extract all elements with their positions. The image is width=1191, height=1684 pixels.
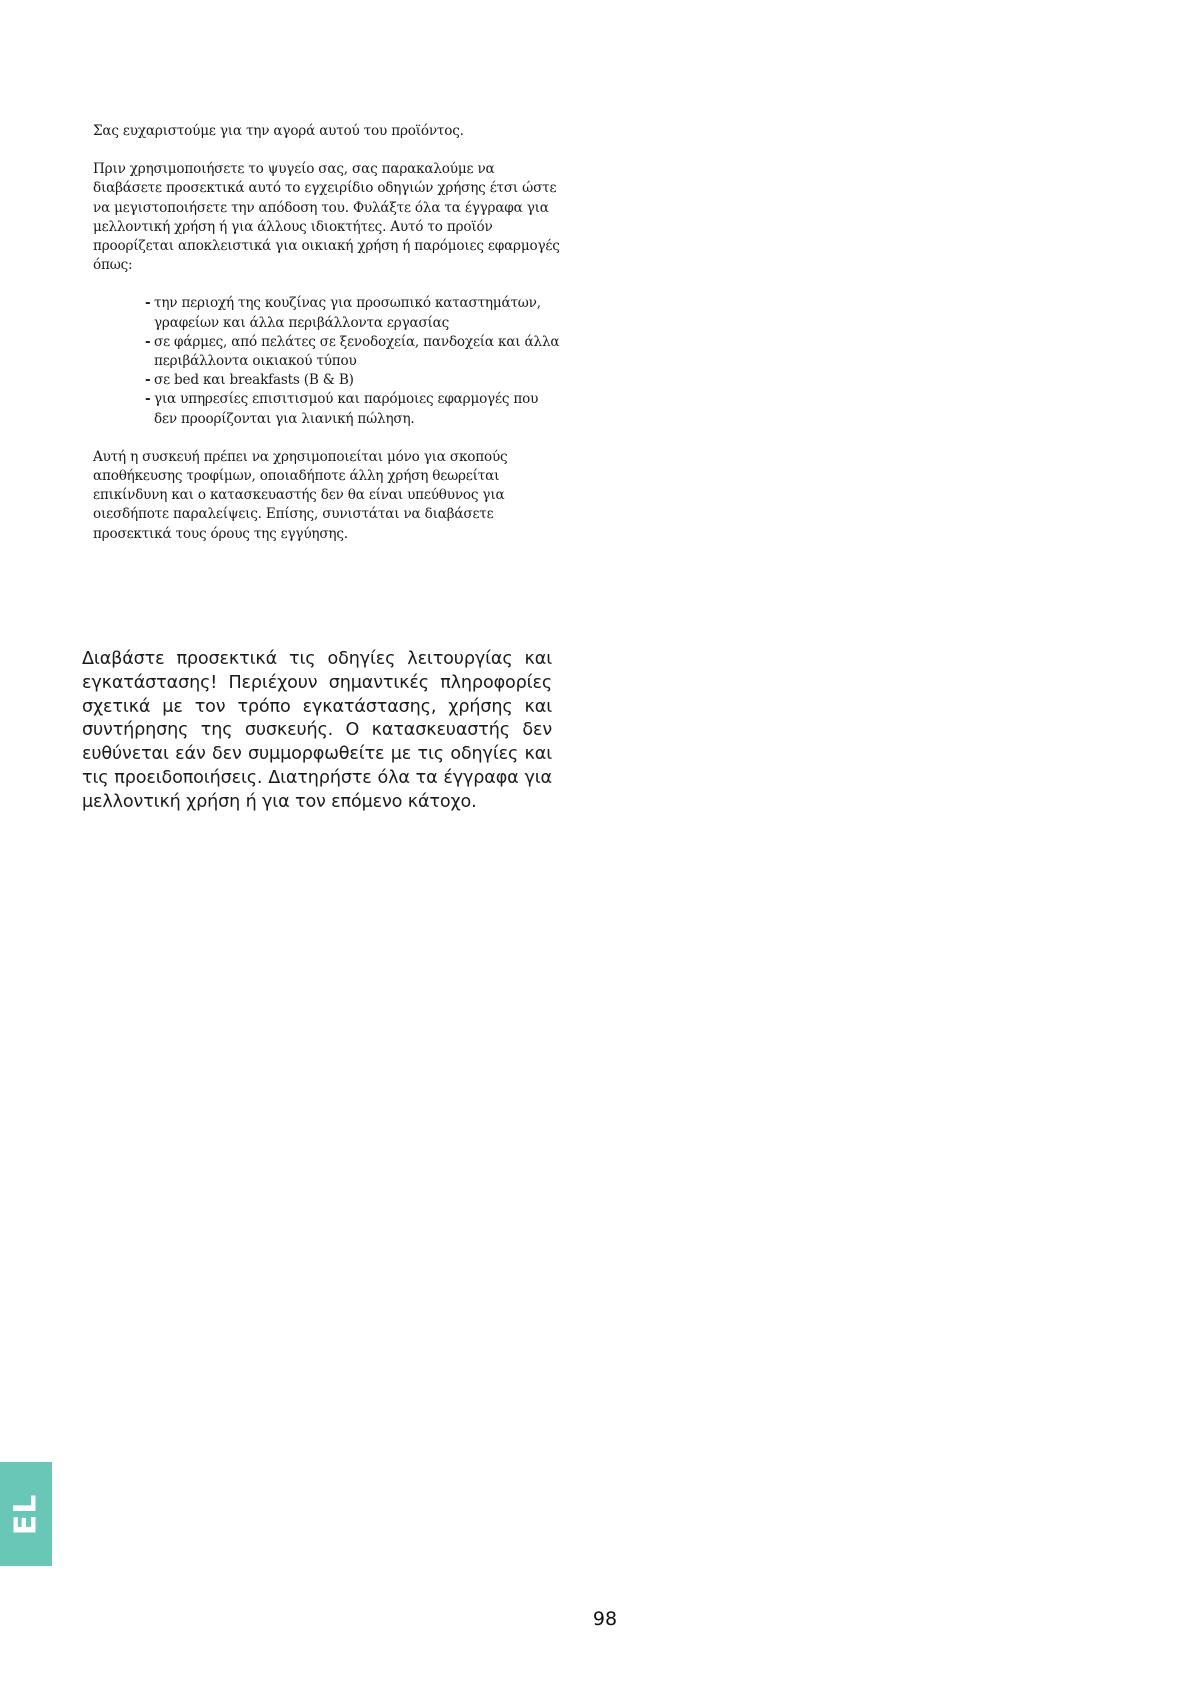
- bullet-dash: -: [145, 333, 151, 350]
- list-item-text: για υπηρεσίες επισιτισμού και παρόμοιες εφαρμογές που δεν προορίζονται για λιανική πώληση.: [154, 391, 539, 427]
- intended-uses-list: [93, 294, 563, 428]
- before-use-paragraph: Πριν χρησιμοποιήσετε το ψυγείο σας, σας παρακαλούμε να διαβάσετε προσεκτικά αυτό το εγχειρίδιο οδηγιών χρήσης έτσι ώστε να μεγιστοποιήσετε την απόδοση του. Φυλάξτε όλα τα έγγραφα για μελλοντική χρήση ή για άλλους ιδιοκτήτες. Αυτό το προϊόν προορίζεται αποκλειστικά για οικιακή χρήση ή παρόμοιες εφαρμογές όπως:: [93, 161, 560, 274]
- list-item: [145, 333, 563, 371]
- thanks-paragraph: Σας ευχαριστούμε για την αγορά αυτού του προϊόντος.: [93, 123, 464, 139]
- purpose-paragraph: Αυτή η συσκευή πρέπει να χρησιμοποιείται μόνο για σκοπούς αποθήκευσης τροφίμων, οποιαδήποτε άλλη χρήση θεωρείται επικίνδυνη και ο κατασκευαστής δεν θα είναι υπεύθυνος για οιεσδήποτε παραλείψεις. Επίσης, συνιστάται να διαβάσετε προσεκτικά τους όρους της εγγύησης.: [93, 448, 508, 542]
- bullet-dash: -: [145, 391, 151, 408]
- bullet-dash: -: [145, 295, 151, 312]
- intro-block: [93, 122, 563, 544]
- language-label: EL: [8, 1493, 44, 1535]
- list-item-text: την περιοχή της κουζίνας για προσωπικό καταστημάτων, γραφείων και άλλα περιβάλλοντα εργασίας: [154, 295, 541, 331]
- list-item: [145, 390, 563, 428]
- language-tab: [0, 1462, 52, 1566]
- bullet-dash: -: [145, 372, 151, 389]
- list-item: [145, 371, 563, 390]
- list-item-text: σε bed και breakfasts (B & B): [154, 372, 354, 389]
- list-item: [145, 294, 563, 332]
- installation-notice: Διαβάστε προσεκτικά τις οδηγίες λειτουργίας και εγκατάστασης! Περιέχουν σημαντικές πληροφορίες σχετικά με τον τρόπο εγκατάστασης, χρήσης και συντήρησης της συσκευής. Ο κατασκευαστής δεν ευθύνεται εάν δεν συμμορφωθείτε με τις οδηγίες και τις προειδοποιήσεις. Διατηρήστε όλα τα έγγραφα για μελλοντική χρήση ή για τον επόμενο κάτοχο.: [82, 649, 552, 812]
- page-number: 98: [592, 1608, 618, 1630]
- list-item-text: σε φάρμες, από πελάτες σε ξενοδοχεία, πανδοχεία και άλλα περιβάλλοντα οικιακού τύπου: [154, 333, 560, 370]
